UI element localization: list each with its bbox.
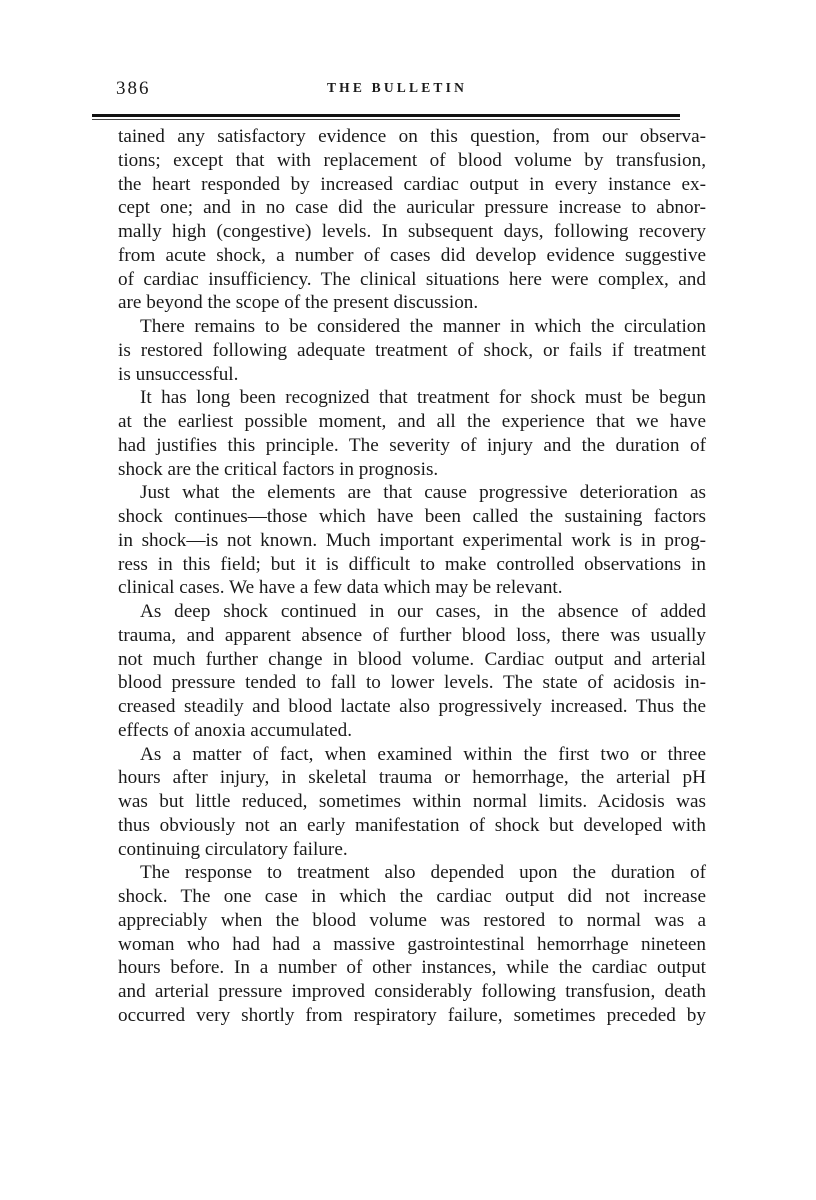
text-line: ress in this field; but it is difficult to make controlled observations in — [118, 553, 706, 575]
paragraph — [118, 125, 706, 315]
text-line: are beyond the scope of the present discussion. — [118, 292, 479, 314]
text-line: As deep shock continued in our cases, in the absence of added — [140, 601, 706, 622]
text-line: hours after injury, in skeletal trauma or hemorrhage, the arterial pH — [118, 767, 706, 789]
text-line: and arterial pressure improved considerably following transfusion, death — [118, 981, 706, 1002]
paragraph — [118, 386, 706, 481]
text-line: continuing circulatory failure. — [118, 838, 348, 860]
text-line: There remains to be considered the manner in which the circulation — [140, 316, 706, 337]
running-title: THE BULLETIN — [326, 80, 468, 95]
text-line: clinical cases. We have a few data which may be relevant. — [118, 577, 563, 599]
text-line: The response to treatment also depended upon the duration of — [140, 862, 706, 884]
text-line: at the earliest possible moment, and all the experience that we have — [118, 411, 706, 432]
text-line: is restored following adequate treatment of shock, or fails if treatment — [118, 339, 706, 361]
page-number: 386 — [116, 78, 151, 99]
header-rule-thick — [92, 114, 680, 117]
text-line: hours before. In a number of other instances, while the cardiac output — [118, 957, 706, 979]
text-line: was but little reduced, sometimes within normal limits. Acidosis was — [118, 791, 706, 812]
text-line: blood pressure tended to fall to lower levels. The state of acidosis in- — [118, 672, 706, 694]
paragraph — [118, 600, 706, 743]
paragraph — [118, 315, 706, 386]
text-line: shock. The one case in which the cardiac output did not increase — [118, 886, 706, 907]
header-rule-thin — [92, 119, 680, 120]
text-line: effects of anoxia accumulated. — [118, 719, 353, 741]
text-line: had justifies this principle. The severity of injury and the duration of — [118, 434, 706, 456]
text-line: the heart responded by increased cardiac output in every instance ex- — [118, 173, 706, 195]
text-line: mally high (congestive) levels. In subsequent days, following recovery — [118, 221, 706, 242]
text-line: woman who had had a massive gastrointestinal hemorrhage nineteen — [118, 933, 706, 955]
body-text — [118, 125, 706, 1028]
text-line: from acute shock, a number of cases did develop evidence suggestive — [118, 244, 706, 266]
text-line: thus obviously not an early manifestation of shock but developed with — [118, 814, 706, 836]
text-line: occurred very shortly from respiratory failure, sometimes preceded by — [118, 1004, 706, 1026]
running-header — [116, 78, 678, 100]
text-line: not much further change in blood volume. Cardiac output and arterial — [118, 648, 706, 670]
text-line: cept one; and in no case did the auricular pressure increase to abnor- — [118, 197, 706, 219]
text-line: appreciably when the blood volume was restored to normal was a — [118, 909, 706, 931]
text-line: creased steadily and blood lactate also progressively increased. Thus the — [118, 696, 706, 717]
paragraph — [118, 743, 706, 862]
paragraph — [118, 481, 706, 600]
text-line: trauma, and apparent absence of further blood loss, there was usually — [118, 624, 706, 646]
text-line: in shock—is not known. Much important experimental work is in prog- — [118, 529, 706, 551]
text-line: It has long been recognized that treatment for shock must be begun — [140, 387, 706, 409]
text-line: tained any satisfactory evidence on this question, from our observa- — [118, 126, 706, 147]
text-line: is unsuccessful. — [118, 363, 239, 385]
text-line: Just what the elements are that cause progressive deterioration as — [140, 482, 706, 504]
text-line: As a matter of fact, when examined within the first two or three — [140, 743, 706, 765]
text-line: shock continues—those which have been called the sustaining factors — [118, 506, 706, 527]
paragraph — [118, 861, 706, 1027]
text-line: tions; except that with replacement of blood volume by transfusion, — [118, 149, 706, 171]
text-line: shock are the critical factors in prognosis. — [118, 458, 439, 480]
text-line: of cardiac insufficiency. The clinical situations here were complex, and — [118, 268, 706, 290]
